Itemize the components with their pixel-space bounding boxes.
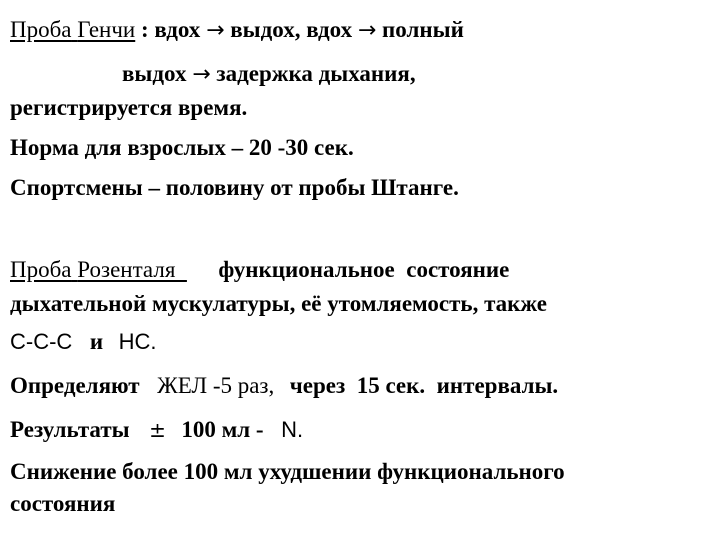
- rosenthal-line-6: Снижение более 100 мл ухудшении функционального: [10, 459, 565, 484]
- rosenthal-title: [10, 257, 187, 282]
- arrow-icon: →: [192, 62, 211, 87]
- rosenthal-line-5: [10, 416, 303, 444]
- rosenthal-title-label: Проба: [10, 257, 72, 282]
- rosenthal-ns-abbr: НС.: [118, 329, 157, 354]
- rosenthal-text-1: функциональное состояние: [218, 257, 510, 282]
- arrow-icon: →: [206, 18, 225, 43]
- genchi-title-label: Проба: [10, 17, 72, 42]
- genchi-athletes-line: Спортсмены – половину от пробы Штанге.: [10, 175, 459, 200]
- plus-minus-icon: ±: [149, 418, 166, 442]
- rosenthal-text-4a: Определяют: [10, 373, 140, 398]
- rosenthal-text-4c: через 15 сек. интервалы.: [289, 373, 559, 398]
- genchi-norm-line: Норма для взрослых – 20 -30 сек.: [10, 135, 354, 160]
- genchi-text-2a: выдох: [122, 61, 187, 86]
- rosenthal-line-1: [10, 256, 509, 284]
- genchi-text-1c: полный: [382, 17, 464, 42]
- genchi-text-1b: выдох, вдох: [230, 17, 353, 42]
- genchi-line-2: [122, 60, 416, 89]
- rosenthal-title-name: Розенталя: [77, 257, 187, 282]
- genchi-title-name: Генчи: [77, 17, 136, 42]
- genchi-line-1: [10, 16, 464, 45]
- genchi-text-2b: задержка дыхания,: [216, 61, 416, 86]
- rosenthal-line-2: дыхательной мускулатуры, её утомляемость, также: [10, 291, 547, 316]
- genchi-title-rest: : вдох: [140, 17, 201, 42]
- rosenthal-text-4b: ЖЕЛ -5 раз,: [157, 373, 275, 398]
- genchi-title: [10, 17, 135, 42]
- arrow-icon: →: [357, 18, 377, 43]
- rosenthal-line-7: состояния: [10, 491, 116, 516]
- genchi-line-3: регистрируется время.: [10, 95, 248, 120]
- rosenthal-results-label: Результаты: [10, 417, 130, 442]
- rosenthal-line-3: [10, 328, 156, 356]
- rosenthal-line-4: [10, 372, 558, 400]
- rosenthal-results-norm: N.: [281, 417, 304, 442]
- rosenthal-css-abbr: С-С-С: [10, 329, 73, 354]
- rosenthal-text-and: и: [89, 329, 104, 354]
- rosenthal-results-value: 100 мл -: [181, 417, 264, 442]
